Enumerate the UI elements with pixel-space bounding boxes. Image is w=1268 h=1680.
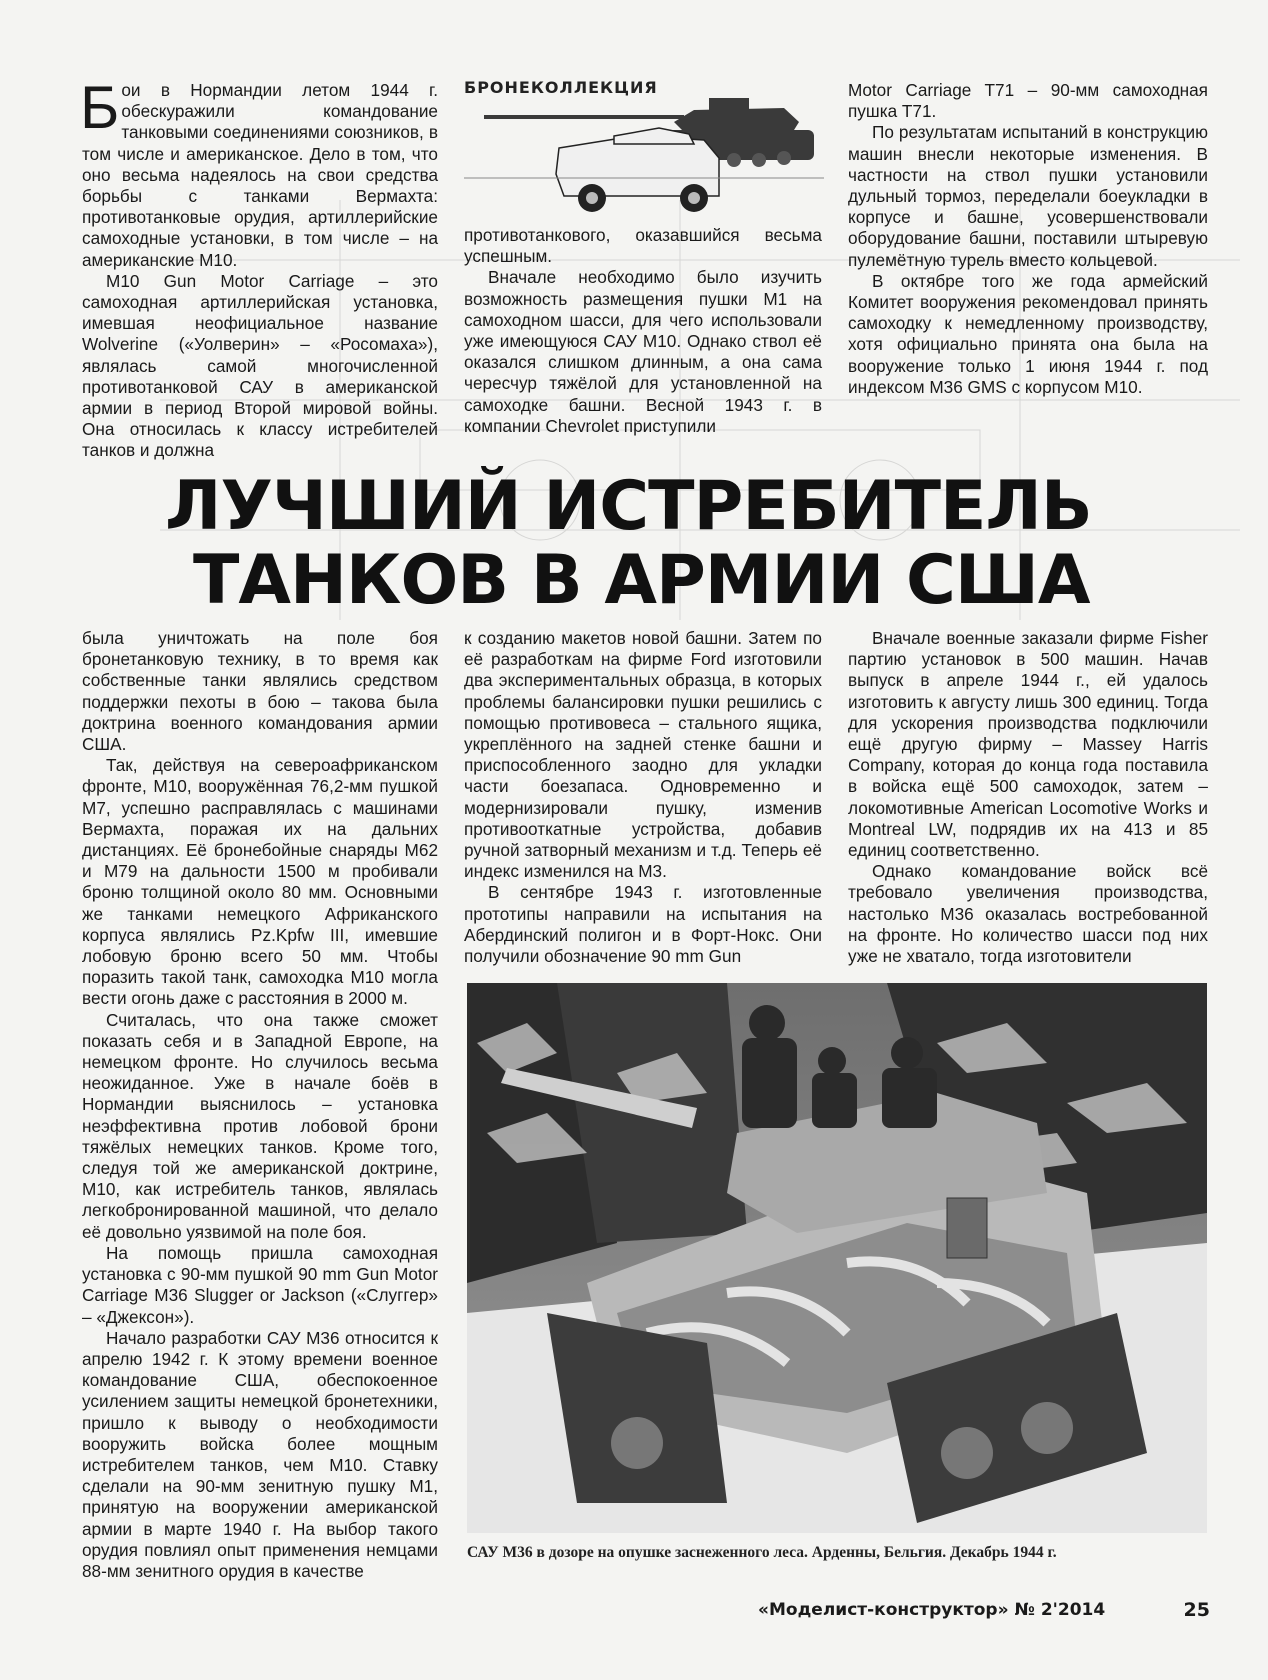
paragraph: к созданию макетов новой башни. Затем по её разработкам на фирме Ford изготовили два экспериментальных образца, в которых проблемы балансировки пушки решились с помощью противовеса – стального ящика, укреплённого на задней стенке башни и приспособленного заодно для укладки части боезапаса. Одновременно и модернизировали пушку, изменив противооткатные устройства, добавив ручной затворный механизм и т.д. Теперь её индекс изменился на М3. bbox=[464, 628, 822, 882]
paragraph: Однако командование войск всё требовало увеличения производства, настолько М36 оказалась востребованной на фронте. Но количество шасси под них уже не хватало, тогда изготовители bbox=[848, 861, 1208, 967]
paragraph: Начало разработки САУ М36 относится к апрелю 1942 г. К этому времени военное командование США, обеспокоенное усилением защиты немецкой бронетехники, пришло к выводу о необходимости вооружить войска более мощным истребителем танков, чем M10. Ставку сделали на 90-мм зенитную пушку М1, принятую на вооружении американской армии в марте 1940 г. На выбор такого орудия повлиял опыт применения немцами 88-мм зенитного орудия в качестве bbox=[82, 1327, 438, 1581]
tank-photo bbox=[467, 983, 1207, 1533]
article-column-bottom-3 bbox=[848, 628, 1208, 967]
paragraph: была уничтожать на поле боя бронетанковую технику, в то время как собственные танки являлись средством поддержки пехоты в бою – такова была доктрина военного командования армии США. bbox=[82, 628, 438, 755]
paragraph: Motor Carriage T71 – 90-мм самоходная пушка Т71. bbox=[848, 80, 1208, 122]
photo-caption: САУ М36 в дозоре на опушке заснеженного леса. Арденны, Бельгия. Декабрь 1944 г. bbox=[467, 1544, 1057, 1561]
paragraph: Бои в Нормандии летом 1944 г. обескуражили командование танковыми соединениями союзников, в том числе и американское. Дело в том, что оно весьма надеялось на свои средства борьбы с танками Вермахта: противотанковые орудия, артиллерийские самоходные установки, в том числе – на американские М10. bbox=[80, 74, 438, 270]
article-headline bbox=[165, 467, 1215, 620]
paragraph: По результатам испытаний в конструкцию машин внесли некоторые изменения. В частности на ствол пушки установили дульный тормоз, переделали боеукладки в корпусе и башне, усовершенствовали оборудование башни, поставили штыревую пулемётную турель вместо кольцевой. bbox=[848, 122, 1208, 270]
article-column-top-1 bbox=[80, 74, 438, 462]
paragraph: В октябре того же года армейский Комитет вооружения рекомендовал принять самоходку к немедленному производству, хотя официально принята она была на вооружение только 1 июня 1944 г. под индексом М36 GMS с корпусом М10. bbox=[848, 270, 1208, 397]
rubric-header bbox=[464, 78, 824, 220]
m36-tank-photo-illustration bbox=[467, 983, 1207, 1533]
paragraph: В сентябре 1943 г. изготовленные прототипы направили на испытания на Абердинский полигон и в Форт-Нокс. Они получили обозначение 90 mm Gun bbox=[464, 882, 822, 967]
paragraph: M10 Gun Motor Carriage – это самоходная артиллерийская установка, имевшая неофициальное название Wolverine («Уолверин» – «Росомаха»), являлась самой многочисленной противотанковой САУ в американской армии в период Второй мировой войны. Она относилась к классу истребителей танков и должна bbox=[82, 270, 438, 461]
headline-line-1: ЛУЧШИЙ ИСТРЕБИТЕЛЬ bbox=[165, 467, 1092, 546]
paragraph: Так, действуя на североафриканском фронте, M10, вооружённая 76,2-мм пушкой M7, успешно расправлялась с машинами Вермахта, поражая их на дальних дистанциях. Её бронебойные снаряды M62 и M79 на дальности 1500 м пробивали броню толщиной около 80 мм. Основными же танками немецкого Африканского корпуса являлись Pz.Kpfw III, имевшие лобовую броню всего 50 мм. Чтобы поразить такой танк, самоходка M10 могла вести огонь даже с расстояния в 2000 м. bbox=[82, 755, 438, 1009]
article-column-top-3 bbox=[848, 80, 1208, 398]
paragraph: противотанкового, оказавшийся весьма успешным. bbox=[464, 225, 822, 267]
paragraph: Считалась, что она также сможет показать себя и в Западной Европе, на немецком фронте. Но случилось весьма неожиданное. Уже в начале боёв в Нормандии выяснилось – установка неэффективна против лобовой брони тяжёлых немецких танков. Кроме того, следуя той же американской доктрине, M10, как истребитель танков, являлась легкобронированной машиной, что делало её довольно уязвимой на поле боя. bbox=[82, 1009, 438, 1242]
headline-line-2: ТАНКОВ В АРМИИ США bbox=[193, 541, 1090, 620]
page-number: 25 bbox=[1183, 1599, 1210, 1621]
paragraph: На помощь пришла самоходная установка с 90-мм пушкой 90 mm Gun Motor Carriage M36 Slugger or Jackson («Слуггер» – «Джексон»). bbox=[82, 1242, 438, 1327]
journal-name: «Моделист-конструктор» № 2'2014 bbox=[758, 1600, 1106, 1620]
article-column-bottom-1 bbox=[82, 628, 438, 1582]
rubric-label: БРОНЕКОЛЛЕКЦИЯ bbox=[464, 78, 658, 97]
article-column-bottom-2 bbox=[464, 628, 822, 967]
tank-silhouette-icon bbox=[464, 78, 824, 220]
drop-cap: Б bbox=[80, 74, 120, 141]
article-column-top-2 bbox=[464, 225, 822, 437]
paragraph: Вначале необходимо было изучить возможность размещения пушки М1 на самоходном шасси, для чего использовали уже имеющуюся САУ М10. Однако ствол её оказался слишком длинным, а она сама чересчур тяжёлой для установленной на самоходке башни. Весной 1943 г. в компании Chevrolet приступили bbox=[464, 267, 822, 436]
paragraph: Вначале военные заказали фирме Fisher партию установок в 500 машин. Начав выпуск в апреле 1944 г., ей удалось изготовить к августу лишь 300 единиц. Тогда для ускорения производства подключили ещё другую фирму – Massey Harris Company, которая до конца года поставила в войска ещё 500 самоходок, затем – локомотивные American Locomotive Works и Montreal LW, подрядив их на 413 и 85 единиц соответственно. bbox=[848, 628, 1208, 861]
